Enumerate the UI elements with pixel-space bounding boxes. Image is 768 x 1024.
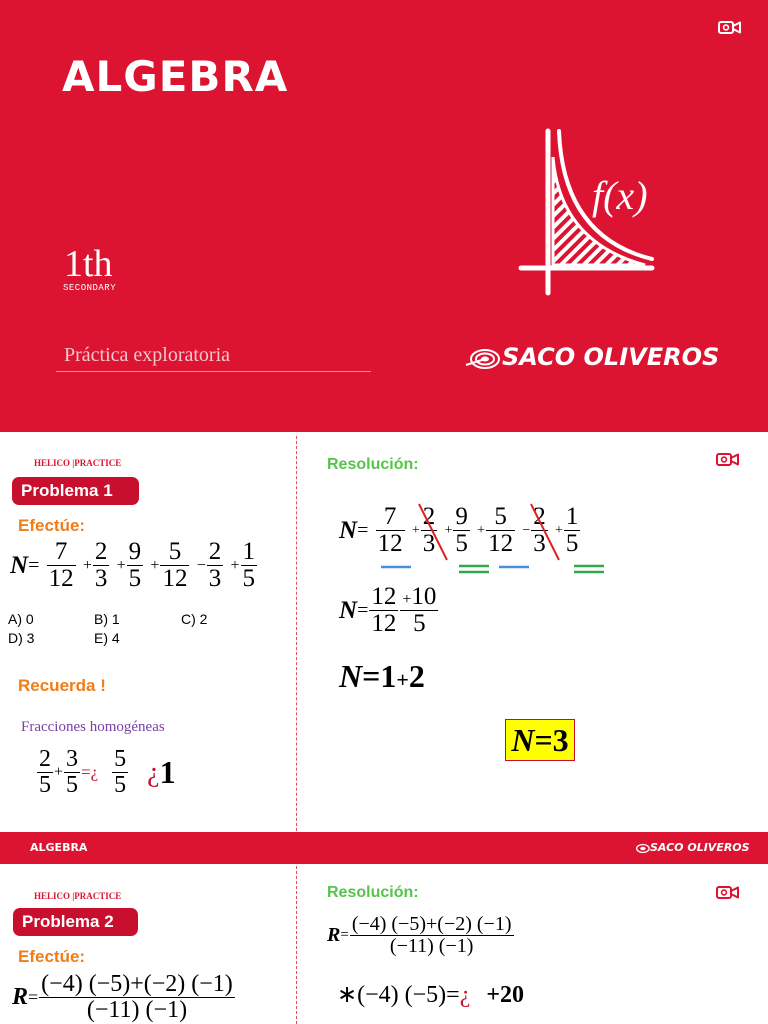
resolution-label: Resolución: (327, 884, 419, 901)
eq-fraction (39, 972, 235, 1023)
grade-label: 1th (64, 243, 113, 285)
instruction-label: Efectúe: (18, 516, 86, 535)
numerator: 1 (242, 538, 255, 565)
resolution-label: Resolución: (327, 456, 419, 473)
logo-swirl-icon (465, 347, 501, 371)
result-one: 1 (159, 754, 176, 791)
eq-fraction (127, 539, 144, 593)
eq-fraction (47, 539, 76, 593)
numerator: 12 (371, 583, 397, 610)
cancel-annotations (297, 436, 768, 596)
slide1-right-panel (297, 436, 768, 832)
logo-swirl-icon (634, 843, 650, 854)
step-rhs: +20 (486, 982, 525, 1008)
numerator: 2 (533, 503, 546, 530)
numerator-value: 10 (411, 583, 437, 610)
numerator: 9 (455, 503, 468, 530)
eq-term-op: + (444, 522, 453, 538)
cover-subtitle: Práctica exploratoria (64, 344, 231, 366)
eq-term-op: + (411, 522, 420, 538)
example-fraction (37, 747, 53, 798)
answer-variable: N (511, 722, 535, 758)
eq-term-op: + (150, 556, 160, 574)
denominator: 12 (162, 565, 188, 593)
step2-fraction (369, 584, 398, 638)
topic-label: Fracciones homogéneas (21, 719, 165, 735)
eq-term-op: + (230, 556, 240, 574)
slide2-left-panel (0, 866, 296, 1024)
denominator: (−11) (−1) (389, 935, 474, 957)
answer-value: 3 (552, 722, 569, 758)
denominator: 5 (413, 610, 426, 638)
denominator: 3 (533, 530, 546, 558)
plus-sign: + (54, 763, 64, 781)
option-d[interactable]: D) 3 (8, 630, 35, 646)
eq-variable: N (10, 551, 29, 579)
option-b[interactable]: B) 1 (94, 611, 120, 627)
eq-variable: N (339, 658, 363, 694)
denominator: 12 (488, 530, 514, 558)
resolution2-step1 (337, 980, 524, 1009)
eq-variable: R (12, 984, 29, 1011)
step2-fraction (400, 584, 438, 638)
helico-label: HELICO |PRACTICE (34, 458, 122, 468)
helico-label: HELICO |PRACTICE (34, 891, 122, 901)
question-mark: ¿ (147, 756, 160, 788)
problem-badge: Problema 2 (13, 908, 138, 936)
denominator: 5 (114, 772, 127, 799)
eq-variable: N (339, 516, 358, 544)
example-fraction (64, 747, 80, 798)
denominator: 5 (66, 772, 79, 799)
numerator: 7 (376, 504, 405, 531)
footer-brand: SACO OLIVEROS (650, 841, 750, 854)
term-b: 2 (408, 658, 425, 694)
plus-sign: + (396, 667, 409, 692)
remember-label: Recuerda ! (18, 676, 106, 695)
numerator: 2 (94, 538, 108, 565)
denominator: 5 (242, 565, 255, 593)
numerator: 7 (47, 539, 76, 566)
answer-sign: = (534, 722, 553, 758)
denominator: 5 (565, 530, 579, 558)
eq-fraction (207, 539, 224, 593)
denominator: 5 (455, 530, 468, 558)
eq-variable: R (327, 924, 341, 946)
answer-box (505, 719, 575, 761)
numerator: (−4) (−5)+(−2) (−1) (351, 913, 512, 935)
eq-sign: = (357, 519, 369, 542)
numerator: 2 (208, 538, 222, 565)
video-camera-icon[interactable] (718, 19, 742, 37)
option-a[interactable]: A) 0 (8, 611, 34, 627)
numerator: 3 (66, 746, 79, 772)
plus-sign: + (402, 591, 412, 608)
problem-equation (10, 539, 258, 593)
slide-footer (0, 832, 768, 864)
instruction-label: Efectúe: (18, 947, 86, 966)
step-lhs: ∗(−4) (−5)= (337, 982, 460, 1008)
eq-fraction (160, 539, 189, 593)
resolution-step3 (339, 658, 425, 695)
denominator: 12 (48, 565, 74, 593)
eq-fraction (241, 539, 258, 593)
term-a: 1 (380, 658, 397, 694)
denominator: 12 (377, 530, 403, 558)
footer-title: ALGEBRA (30, 841, 88, 854)
option-c[interactable]: C) 2 (181, 611, 208, 627)
numerator: 9 (128, 538, 142, 565)
resolution-step2 (339, 584, 439, 638)
eq-term-op: + (82, 556, 92, 574)
graph-label: f(x) (592, 173, 648, 218)
eq-sign: = (340, 927, 349, 943)
denominator: 3 (94, 565, 108, 593)
resolution2-equation (327, 914, 515, 957)
numerator (400, 584, 438, 611)
problem-badge: Problema 1 (12, 477, 139, 505)
example-fraction (112, 747, 128, 798)
question-mark: ¿ (459, 982, 471, 1008)
eq-term-op: − (196, 556, 206, 574)
eq-sign: = (362, 658, 381, 694)
problem2-equation (12, 972, 236, 1023)
eq-term-op: − (522, 522, 531, 538)
subtitle-underline (56, 371, 371, 372)
cover-title: ALGEBRA (62, 52, 289, 101)
brand-logo-text: SACO OLIVEROS (502, 343, 720, 371)
eq-sign: = (28, 554, 40, 577)
numerator: 2 (422, 503, 436, 530)
eq-term-op: + (477, 522, 486, 538)
denominator: 5 (39, 772, 51, 799)
denominator: 5 (128, 565, 142, 593)
slide1-left-panel (0, 436, 296, 832)
eq-fraction (350, 914, 514, 957)
eq-sign: = (28, 987, 39, 1008)
example-equation (36, 747, 176, 798)
video-camera-icon[interactable] (716, 884, 740, 902)
option-e[interactable]: E) 4 (94, 630, 120, 646)
denominator: (−11) (−1) (86, 997, 188, 1024)
denominator: 3 (208, 565, 222, 593)
slide2-right-panel (297, 866, 768, 1024)
numerator: 1 (565, 503, 579, 530)
level-label: SECONDARY (63, 283, 117, 293)
denominator: 3 (422, 530, 436, 558)
cover-slide (0, 0, 768, 432)
eq-sign: = (357, 599, 369, 622)
numerator: 5 (160, 539, 189, 566)
eq-fraction (93, 539, 110, 593)
numerator: 5 (114, 746, 127, 772)
numerator: (−4) (−5)+(−2) (−1) (41, 971, 233, 997)
eq-term-op: + (554, 522, 563, 538)
denominator: 12 (371, 610, 397, 638)
equals-sign: =¿ (81, 762, 99, 782)
numerator: 5 (486, 504, 515, 531)
eq-variable: N (339, 596, 358, 624)
eq-term-op: + (116, 556, 126, 574)
numerator: 2 (39, 746, 51, 772)
